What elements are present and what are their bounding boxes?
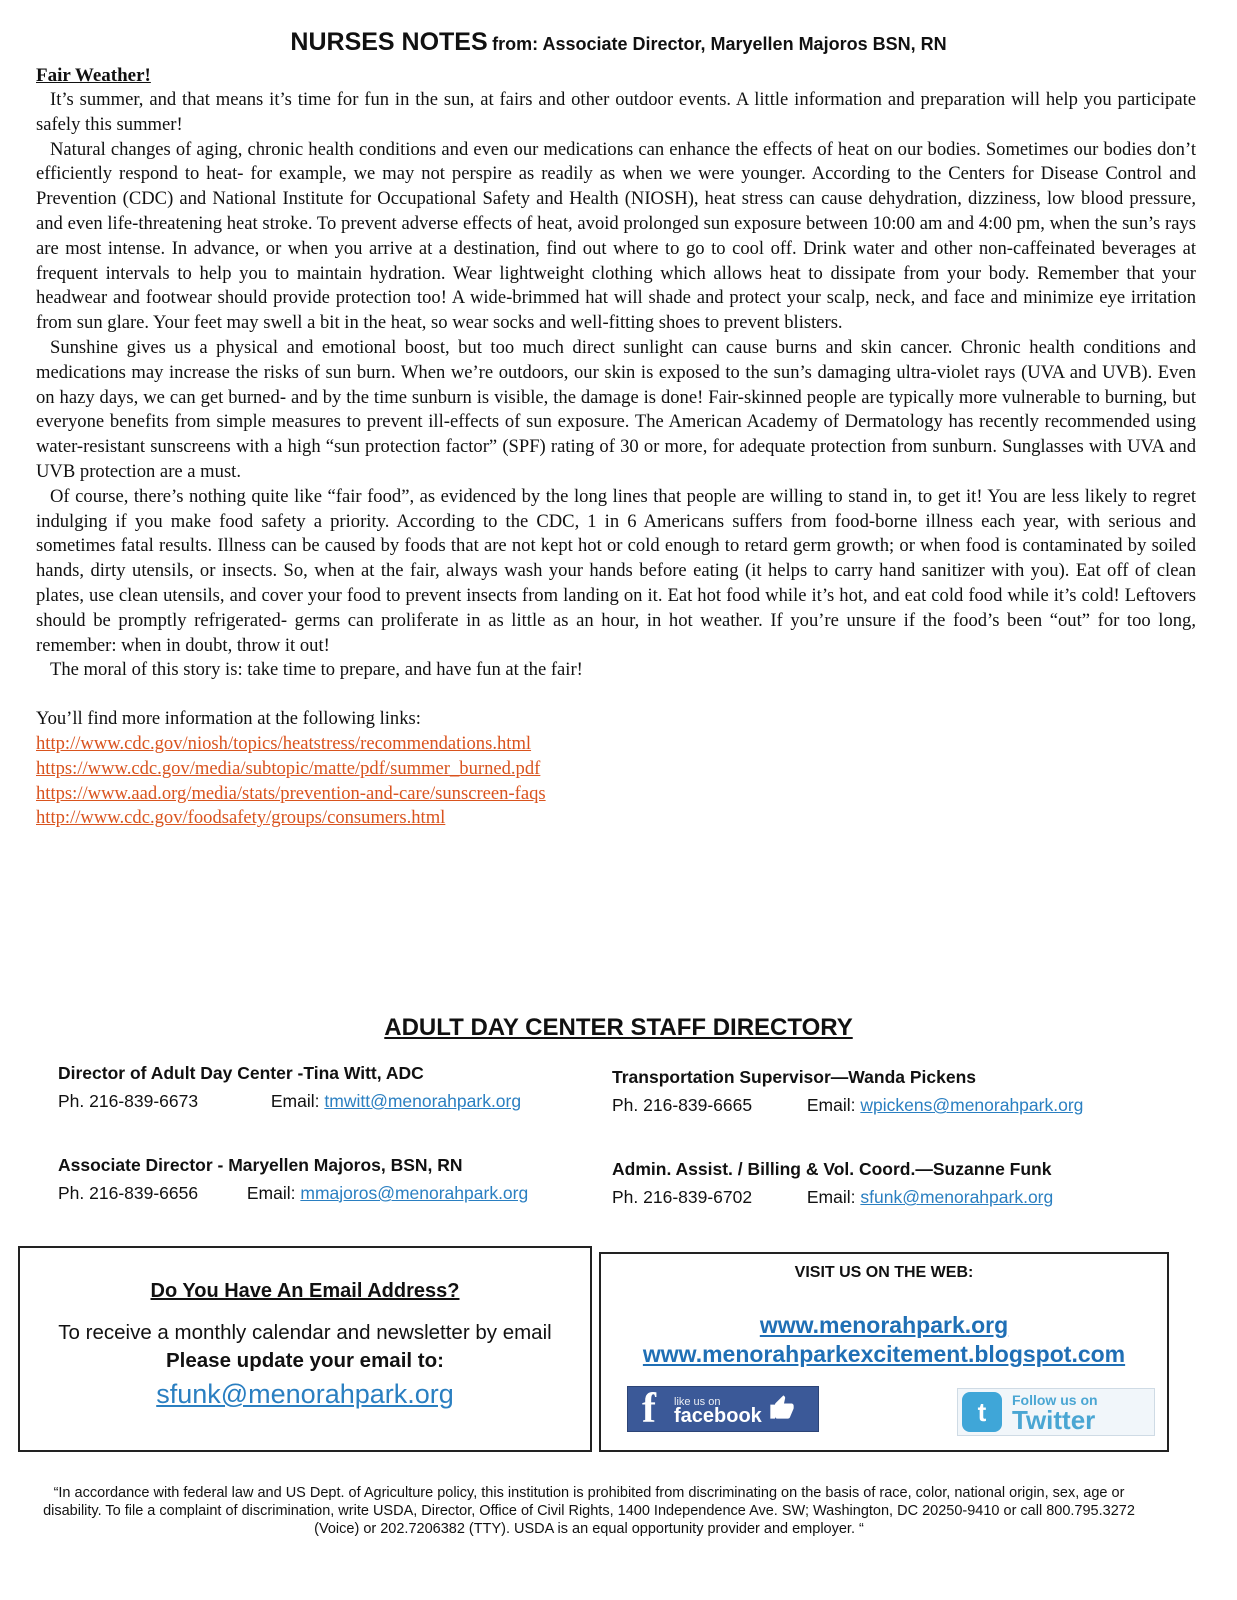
staff-role: Director of Adult Day Center -Tina Witt, ADC: [58, 1063, 424, 1083]
facebook-small-text: like us on: [674, 1396, 721, 1408]
page-byline: from: Associate Director, Maryellen Majoros BSN, RN: [492, 34, 947, 54]
nurses-notes-article: [36, 64, 1196, 831]
staff-email-link[interactable]: sfunk@menorahpark.org: [860, 1187, 1054, 1207]
facebook-icon: f: [642, 1386, 656, 1432]
resource-links: [36, 732, 1196, 831]
staff-entry-director: [58, 1060, 521, 1116]
link-aad-sunscreen[interactable]: https://www.aad.org/media/stats/prevention-and-care/sunscreen-faqs: [36, 782, 546, 804]
email-label: Email:: [806, 1187, 856, 1207]
more-info-text: You’ll find more information at the following links:: [36, 708, 421, 730]
website-link[interactable]: www.menorahpark.org: [759, 1312, 1009, 1338]
twitter-button[interactable]: [957, 1388, 1155, 1436]
email-signup-box: [18, 1246, 592, 1452]
staff-phone: Ph. 216-839-6702: [612, 1187, 753, 1207]
staff-role: Admin. Assist. / Billing & Vol. Coord.—Suzanne Funk: [612, 1159, 1052, 1179]
staff-directory-title: ADULT DAY CENTER STAFF DIRECTORY: [384, 1014, 853, 1041]
staff-email-link[interactable]: mmajoros@menorahpark.org: [300, 1183, 529, 1203]
link-cdc-summer-burned[interactable]: https://www.cdc.gov/media/subtopic/matte/pdf/summer_burned.pdf: [36, 757, 541, 779]
visit-web-box: [599, 1252, 1169, 1452]
email-update-line: Please update your email to:: [166, 1349, 444, 1372]
update-email-link[interactable]: sfunk@menorahpark.org: [156, 1379, 454, 1409]
email-question: Do You Have An Email Address?: [150, 1280, 460, 1302]
thumbs-up-icon: [768, 1393, 796, 1426]
staff-phone: Ph. 216-839-6656: [58, 1183, 199, 1203]
article-paragraph: Of course, there’s nothing quite like “fair food”, as evidenced by the long lines that people are willing to stand in, to get it! You are less likely to regret indulging if you make food safety a priority. According to the CDC, 1 in 6 Americans suffers from food-borne illness each year, with serious and sometimes fatal results. Illness can be caused by foods that are not kept hot or cold enough to retard germ growth; or when food is contaminated by soiled hands, dirty utensils, or insects. So, when at the fair, always wash your hands before eating (it helps to carry hand sanitizer with you). Eat off of clean plates, use clean utensils, and cover your food to prevent insects from landing on it. Eat hot food while it’s hot, and eat cold food while it’s cold! Leftovers should be promptly refrigerated- germs can proliferate in as little as an hour, in hot weather. If you’re unsure if the food’s been “out” for too long, remember: when in doubt, throw it out!: [36, 485, 1196, 656]
article-paragraph: The moral of this story is: take time to prepare, and have fun at the fair!: [50, 659, 583, 681]
staff-email-link[interactable]: wpickens@menorahpark.org: [860, 1095, 1084, 1115]
email-label: Email:: [246, 1183, 296, 1203]
article-paragraph: Natural changes of aging, chronic health conditions and even our medications can enhance the effects of heat on our bodies. Sometimes our bodies don’t efficiently respond to heat- for example, we may not perspire as readily as when we were younger. According to the Centers for Disease Control and Prevention (CDC) and National Institute for Occupational Safety and Health (NIOSH), heat stress can cause dehydration, dizziness, low blood pressure, and even life-threatening heat stroke. To prevent adverse effects of heat, avoid prolonged sun exposure between 10:00 am and 4:00 pm, when the sun’s rays are most intense. In advance, or when you arrive at a destination, find out where to go to cool off. Drink water and other non-caffeinated beverages at frequent intervals to help you to maintain hydration. Wear lightweight clothing which allows heat to dissipate from your body. Remember that your headwear and footwear should provide protection too! A wide-brimmed hat will shade and protect your scalp, neck, and face and minimize eye irritation from sun glare. Your feet may swell a bit in the heat, so wear socks and well-fitting shoes to prevent blisters.: [36, 138, 1196, 334]
facebook-button[interactable]: [627, 1386, 819, 1432]
email-label: Email:: [806, 1095, 856, 1115]
twitter-label: Twitter: [1012, 1405, 1096, 1435]
email-info-line: To receive a monthly calendar and newsletter by email: [58, 1321, 552, 1344]
facebook-label: facebook: [674, 1405, 762, 1427]
staff-entry-transportation: [612, 1064, 1083, 1120]
staff-role: Associate Director - Maryellen Majoros, BSN, RN: [58, 1155, 463, 1175]
staff-entry-admin-assistant: [612, 1156, 1053, 1212]
staff-email-link[interactable]: tmwitt@menorahpark.org: [324, 1091, 522, 1111]
twitter-icon: t: [962, 1392, 1002, 1432]
article-heading: Fair Weather!: [36, 65, 151, 86]
blog-link[interactable]: www.menorahparkexcitement.blogspot.com: [642, 1341, 1126, 1367]
link-cdc-foodsafety[interactable]: http://www.cdc.gov/foodsafety/groups/consumers.html: [36, 807, 446, 829]
email-label: Email:: [270, 1091, 320, 1111]
staff-role: Transportation Supervisor—Wanda Pickens: [612, 1067, 977, 1087]
staff-phone: Ph. 216-839-6665: [612, 1095, 753, 1115]
page-header: [0, 28, 1237, 57]
staff-entry-associate-director: [58, 1152, 528, 1208]
twitter-small-text: Follow us on: [1012, 1392, 1098, 1408]
article-paragraph: Sunshine gives us a physical and emotional boost, but too much direct sunlight can cause burns and skin cancer. Chronic health conditions and medications may increase the risks of sun burn. When we’re outdoors, our skin is exposed to the sun’s damaging ultra-violet rays (UVA and UVB). Even on hazy days, we can get burned- and by the time sunburn is visible, the damage is done! Fair-skinned people are typically more vulnerable to burning, but everyone benefits from simple measures to prevent ill-effects of sun exposure. The American Academy of Dermatology has recently recommended using water-resistant sunscreens with a high “sun protection factor” (SPF) rating of 30 or more, for adequate protection from sunburn. Sunglasses with UVA and UVB protection are a must.: [36, 336, 1196, 482]
link-cdc-heatstress[interactable]: http://www.cdc.gov/niosh/topics/heatstress/recommendations.html: [36, 732, 532, 754]
article-paragraph: It’s summer, and that means it’s time for fun in the sun, at fairs and other outdoor events. A little information and preparation will help you participate safely this summer!: [36, 89, 1196, 135]
usda-disclaimer: “In accordance with federal law and US Dept. of Agriculture policy, this institution is prohibited from discriminating on the basis of race, color, national origin, sex, age or disability. To file a complaint of discrimination, write USDA, Director, Office of Civil Rights, 1400 Independence Ave. SW; Washington, DC 20250-9410 or call 800.795.3272 (Voice) or 202.7206382 (TTY). USDA is an equal opportunity provider and employer. “: [43, 1485, 1135, 1537]
visit-web-heading: VISIT US ON THE WEB:: [794, 1264, 974, 1281]
page-title: NURSES NOTES: [290, 28, 488, 56]
staff-phone: Ph. 216-839-6673: [58, 1091, 199, 1111]
